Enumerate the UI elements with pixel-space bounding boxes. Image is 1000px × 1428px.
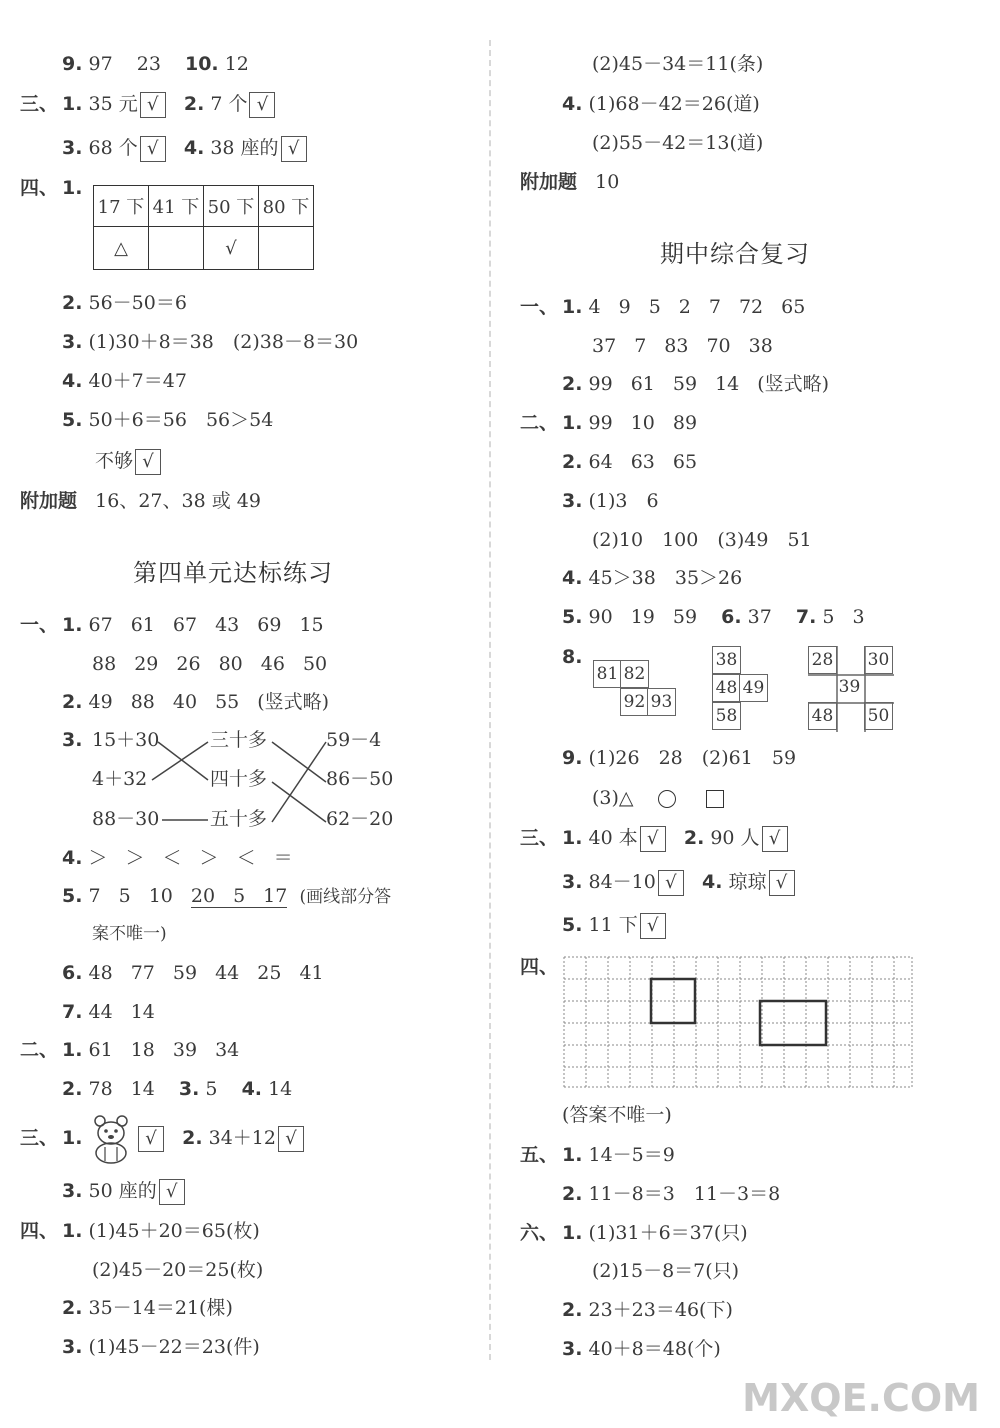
answer-value: 16、27、38 或 49	[95, 490, 261, 512]
grid-cell: 30	[864, 646, 893, 674]
q-num: 9.	[62, 53, 83, 75]
answer-value: 61	[130, 614, 155, 636]
answer-value: 97	[88, 53, 113, 75]
grid-cell: 92	[620, 688, 649, 716]
answer-value: ＞	[199, 847, 219, 869]
section-label: 二、	[520, 412, 559, 434]
answer-value: 5	[822, 606, 835, 628]
answer-value: (1)30＋8＝38 (2)38－8＝30	[88, 331, 359, 353]
q-num: 2.	[62, 1297, 83, 1319]
answer-value: 14	[130, 1001, 155, 1023]
check-box: √	[249, 92, 275, 118]
match-mid-item: 五十多	[210, 808, 268, 830]
answer-value: (3)△	[592, 787, 634, 809]
answer-value: 67	[88, 614, 113, 636]
answer-value: 7	[88, 885, 101, 907]
section-label: 三、	[520, 827, 559, 849]
answer-value: 40＋8＝48(个)	[588, 1338, 721, 1360]
q-num: 5.	[62, 409, 83, 431]
answer-value: 7	[708, 296, 721, 318]
answer-value: 10	[630, 412, 655, 434]
answer-value: 37	[592, 335, 617, 357]
m-s2-q9b	[592, 786, 724, 810]
answer-value: ＝	[273, 847, 293, 869]
m-s2-q5-7	[562, 605, 865, 629]
q-num: 7.	[795, 606, 817, 628]
table-cell: △	[94, 227, 149, 270]
answer-value: 5	[648, 296, 661, 318]
q-num: 3.	[62, 1180, 83, 1202]
answer-value: 65	[672, 451, 698, 473]
match-mid-item: 三十多	[210, 729, 268, 751]
grid-cell: 28	[808, 646, 837, 674]
answer-value: 45＞38 35＞26	[588, 567, 743, 589]
circle-shape-icon	[658, 790, 676, 808]
u4-s2-q1	[62, 1038, 239, 1062]
answer-value: 14	[715, 373, 740, 395]
m-q1-row2	[592, 334, 773, 358]
q-num: 3.	[178, 1078, 200, 1100]
answer-value: (2)45－20＝25(枚)	[92, 1259, 264, 1281]
r-q4a	[562, 92, 760, 116]
q-num: 6.	[721, 606, 742, 628]
answer-value: 59	[672, 373, 698, 395]
answer-value: 40＋7＝47	[88, 370, 187, 392]
q-num	[562, 645, 582, 669]
u4-q6	[62, 961, 324, 985]
q-num: 2.	[562, 451, 583, 473]
match-left-item: 88－30	[92, 808, 160, 830]
grid-connectors	[808, 646, 898, 736]
answer-value: 80	[218, 653, 243, 675]
answer-value: ＞	[88, 847, 108, 869]
q-num: 3.	[562, 490, 583, 512]
q-num: 4.	[62, 370, 83, 392]
answer-value: 61	[630, 373, 655, 395]
answer-value: 44	[88, 1001, 113, 1023]
q-num: 1.	[62, 614, 83, 636]
q-num: 1.	[62, 177, 83, 199]
answer-value: 43	[215, 614, 240, 636]
answer-value: (1)68－42＝26(道)	[588, 93, 760, 115]
q-num: 3.	[62, 137, 83, 159]
answer-value: 12	[224, 53, 249, 75]
m-s3-row3	[562, 913, 666, 939]
u4-q4	[62, 846, 293, 870]
section-label: 一、	[520, 296, 559, 318]
answer-value: (1)3 6	[588, 490, 659, 512]
answer-value: 83	[664, 335, 689, 357]
q-num: 9.	[562, 747, 583, 769]
answer-value: 10	[148, 885, 173, 907]
answer-value: 70	[706, 335, 731, 357]
q-num: 1.	[562, 1222, 583, 1244]
q-num: 3.	[562, 871, 583, 893]
underlined-answer: 17	[263, 885, 288, 907]
answer-value: (1)45－22＝23(件)	[88, 1336, 260, 1358]
answer-value: 89	[672, 412, 698, 434]
answer-value: 90	[588, 606, 613, 628]
grid-cell: 48	[712, 674, 741, 702]
q-num: 2.	[62, 1078, 83, 1100]
section-label: 四、	[20, 177, 59, 199]
answer-value: (2)15－8＝7(只)	[592, 1260, 740, 1282]
answer-value: 41	[299, 962, 324, 984]
check-box: √	[138, 1126, 164, 1152]
answer-value: 18	[130, 1039, 155, 1061]
q-num: 8.	[562, 646, 583, 668]
answer-value: 11－8＝3 11－3＝8	[588, 1183, 781, 1205]
match-mid-item: 四十多	[210, 768, 268, 790]
answer-value: 19	[630, 606, 655, 628]
answer-value: 5	[205, 1078, 218, 1100]
answer-value: 55	[215, 691, 240, 713]
m-s2-q1	[562, 411, 697, 435]
match-left-item: 15＋30	[92, 729, 160, 751]
section-label: 三、	[20, 1127, 59, 1149]
answer-value: ＞	[125, 847, 145, 869]
q-num: 4.	[183, 137, 205, 159]
answer-value: ＜	[162, 847, 182, 869]
right-column	[500, 0, 1000, 1428]
extra-question	[520, 170, 619, 194]
q-num: 5.	[562, 914, 583, 936]
q-num: 2.	[182, 1127, 203, 1149]
answer-note: 案不唯一)	[92, 924, 167, 944]
answer-value: 40	[172, 691, 198, 713]
answer-value: 35 元	[88, 93, 138, 115]
answer-value: 77	[130, 962, 155, 984]
check-box: √	[135, 449, 161, 475]
u4-s4-q3	[62, 1335, 260, 1359]
m-s2-q4	[562, 566, 742, 590]
table-header-cell: 17 下	[94, 186, 149, 227]
section-label: 一、	[20, 614, 59, 636]
answer-value: 69	[257, 614, 282, 636]
answer-value: 59	[672, 606, 698, 628]
grid-cell: 58	[712, 702, 741, 730]
m-s5-q2	[562, 1182, 780, 1206]
answer-value: 88	[92, 653, 117, 675]
answer-value: 23＋23＝46(下)	[588, 1299, 733, 1321]
bear-icon	[92, 1113, 132, 1165]
answer-value: 35－14＝21(棵)	[88, 1297, 233, 1319]
answer-value: (2)45－34＝11(条)	[592, 53, 764, 75]
u4-q5	[62, 884, 391, 909]
q-num: 3.	[62, 1336, 83, 1358]
answer-value: 88	[130, 691, 155, 713]
grid-cell: 81	[593, 660, 622, 688]
answer-value: 84－10	[588, 871, 656, 893]
answer-value: (1)45＋20＝65(枚)	[88, 1220, 260, 1242]
answer-value: 26	[176, 653, 201, 675]
answer-value: 4	[588, 296, 601, 318]
answer-note: (竖式略)	[757, 373, 830, 395]
m-s2-q9a	[562, 746, 796, 770]
matching-lines	[0, 0, 480, 900]
check-box: √	[762, 826, 788, 852]
u4-s3-row2	[62, 1179, 185, 1205]
m-q2	[562, 372, 829, 396]
answer-value: 99	[588, 373, 613, 395]
m-q1-row1	[562, 295, 805, 319]
q-num: 2.	[562, 1299, 583, 1321]
q-num: 3.	[62, 729, 83, 751]
grid-cell: 39	[836, 674, 863, 700]
q-num: 10.	[184, 53, 219, 75]
answer-value: 39	[172, 1039, 198, 1061]
answer-value: 48	[88, 962, 113, 984]
answer-value: (1)26 28 (2)61 59	[588, 747, 797, 769]
answer-note: (竖式略)	[257, 691, 330, 713]
u4-s3-row1	[62, 1126, 82, 1150]
underlined-answer: 20	[190, 885, 216, 907]
table-cell: √	[204, 227, 259, 270]
table-header-cell: 80 下	[259, 186, 314, 227]
m-s3-row1	[562, 826, 788, 852]
q-num: 1.	[562, 827, 583, 849]
answer-value: 65	[781, 296, 806, 318]
u4-q7	[62, 1000, 155, 1024]
answer-value: 68 个	[88, 137, 138, 159]
answer-value: (2)55－42＝13(道)	[592, 132, 764, 154]
match-right-item: 86－50	[326, 768, 394, 790]
check-box: √	[140, 92, 166, 118]
q-num: 5.	[562, 606, 583, 628]
check-box: √	[640, 913, 666, 939]
q-num: 2.	[562, 1183, 583, 1205]
answer-value: 37	[747, 606, 772, 628]
answer-value: 38	[748, 335, 773, 357]
q-num: 4.	[562, 93, 583, 115]
match-right-item: 62－20	[326, 808, 394, 830]
column-divider	[489, 40, 491, 1360]
u4-s4-q1a	[62, 1219, 260, 1243]
answer-value: 不够	[95, 450, 134, 472]
section-label: 五、	[520, 1144, 559, 1166]
answer-value: 23	[136, 53, 161, 75]
answer-value: 50	[302, 653, 328, 675]
answer-value: 琼琼	[728, 871, 767, 893]
answer-value: 11 下	[588, 914, 638, 936]
answer-value: 50＋6＝56 56＞54	[88, 409, 274, 431]
match-left-item: 4＋32	[92, 768, 148, 790]
u4-s2-q2-4	[62, 1077, 292, 1101]
u4-s4-q2	[62, 1296, 233, 1320]
m-s6-q1a	[562, 1221, 748, 1245]
answer-value: 90 人	[710, 827, 760, 849]
square-shape-icon	[706, 790, 724, 808]
grid-cell: 38	[712, 646, 741, 674]
answer-value: 99	[588, 412, 613, 434]
answer-value: 14－5＝9	[588, 1144, 675, 1166]
answer-value: 9	[618, 296, 631, 318]
check-box: √	[140, 136, 166, 162]
m-s2-q3a	[562, 489, 659, 513]
answer-value: 34	[215, 1039, 240, 1061]
check-box: √	[281, 136, 307, 162]
q-num: 5.	[62, 885, 83, 907]
section-label: 三、	[20, 93, 59, 115]
answer-note: (答案不唯一)	[562, 1104, 672, 1126]
answer-value: 15	[299, 614, 324, 636]
section-label: 六、	[520, 1222, 559, 1244]
q-num: 6.	[62, 962, 83, 984]
q-num: 1.	[62, 1039, 83, 1061]
m-s2-q2	[562, 450, 697, 474]
q-num: 4.	[701, 871, 723, 893]
q-num: 1.	[562, 412, 583, 434]
dotted-grid-drawing	[562, 955, 914, 1089]
m-s3-row2	[562, 870, 795, 896]
answer-value: ＜	[236, 847, 256, 869]
q-num: 2.	[62, 691, 83, 713]
q-num: 2.	[683, 827, 705, 849]
q-num: 4.	[241, 1078, 263, 1100]
answer-value: 7 个	[210, 93, 248, 115]
watermark-logo: MXQE.COM	[742, 1376, 980, 1420]
check-box: √	[658, 870, 684, 896]
extra-label: 附加题	[20, 490, 78, 512]
q-num: 1.	[62, 1220, 83, 1242]
grid-cell: 50	[864, 702, 893, 730]
answer-value: 72	[738, 296, 764, 318]
grid-cell: 48	[808, 702, 837, 730]
grid-cell: 82	[620, 660, 649, 688]
answer-value: 29	[134, 653, 159, 675]
underlined-answer: 5	[233, 885, 246, 907]
answer-value: 67	[172, 614, 198, 636]
answer-value: 14	[268, 1078, 293, 1100]
u4-s3-row1b	[136, 1126, 304, 1152]
section-label: 四、	[520, 956, 559, 978]
q-num: 1.	[62, 93, 83, 115]
q-num: 1.	[62, 1127, 83, 1149]
answer-value: 56－50＝6	[88, 292, 187, 314]
table-header-cell: 50 下	[204, 186, 259, 227]
m-s6-q3	[562, 1337, 721, 1361]
answer-note: (画线部分答	[299, 887, 392, 907]
unit-heading: 第四单元达标练习	[133, 559, 333, 587]
grid-cell: 93	[647, 688, 676, 716]
answer-value: 64	[588, 451, 613, 473]
q-num: 7.	[62, 1001, 83, 1023]
q-num: 1.	[562, 296, 583, 318]
section-label: 二、	[20, 1039, 59, 1061]
answer-value: 44	[215, 962, 240, 984]
answer-value: 40 本	[588, 827, 638, 849]
answer-value: 2	[678, 296, 691, 318]
check-box: √	[769, 870, 795, 896]
check-box: √	[640, 826, 666, 852]
answer-value: 38 座的	[210, 137, 279, 159]
answer-value: (2)10 100 (3)49 51	[592, 529, 812, 551]
answer-value: 49	[88, 691, 113, 713]
check-box: √	[159, 1179, 185, 1205]
q-num: 1.	[562, 1144, 583, 1166]
answer-value: 7	[634, 335, 647, 357]
section-label: 四、	[20, 1220, 59, 1242]
q-num: 3.	[562, 1338, 583, 1360]
answer-value: 3	[852, 606, 865, 628]
grid-cell: 49	[739, 674, 768, 702]
m-s5-q1	[562, 1143, 675, 1167]
check-box: √	[278, 1126, 304, 1152]
q-num: 3.	[62, 331, 83, 353]
q-num: 4.	[62, 847, 83, 869]
answer-value: 61	[88, 1039, 113, 1061]
answer-value: 5	[118, 885, 131, 907]
m-s6-q2	[562, 1298, 733, 1322]
answer-value: 50 座的	[88, 1180, 157, 1202]
match-right-item: 59－4	[326, 729, 382, 751]
table-header-cell: 41 下	[149, 186, 204, 227]
answer-value: 25	[257, 962, 282, 984]
answer-value: 63	[630, 451, 655, 473]
answer-value: 46	[260, 653, 285, 675]
extra-label: 附加题	[520, 171, 578, 193]
answer-value: 34＋12	[208, 1127, 276, 1149]
q-num: 2.	[62, 292, 83, 314]
q-num: 2.	[183, 93, 205, 115]
q-num: 2.	[562, 373, 583, 395]
answer-value: (1)31＋6＝37(只)	[588, 1222, 748, 1244]
answer-value: 10	[595, 171, 620, 193]
unit-heading: 期中综合复习	[660, 240, 810, 268]
answer-value: 14	[130, 1078, 155, 1100]
answer-value: 59	[172, 962, 198, 984]
q-num: 4.	[562, 567, 583, 589]
answer-value: 78	[88, 1078, 113, 1100]
left-column	[0, 0, 480, 1428]
